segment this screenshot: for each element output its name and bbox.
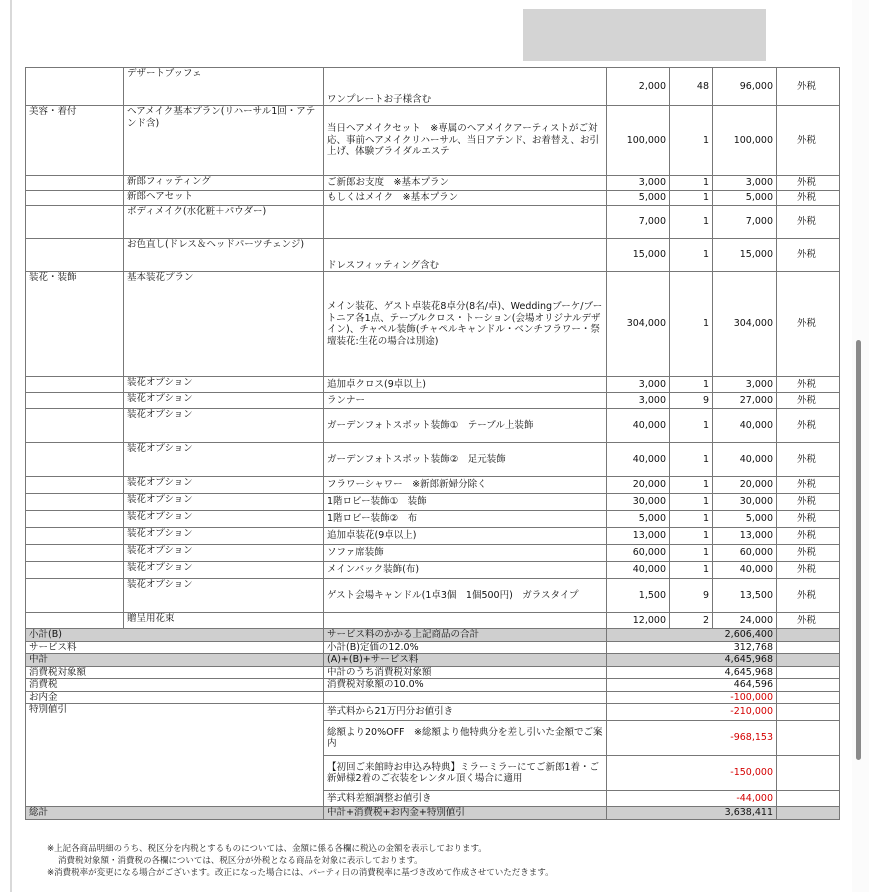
item-name-cell: 装花オプション: [124, 377, 324, 393]
category-cell: [26, 191, 124, 206]
description-cell: 当日ヘアメイクセット ※専属のヘアメイクアーティストがご対応、事前ヘアメイクリハーサル、当日アテンド、お着替え、お引上げ、体験ブライダルエステ: [324, 106, 607, 176]
amount-cell: 40,000: [713, 443, 777, 477]
summary-description-cell: 小計(B)定価の12.0%: [324, 641, 607, 654]
table-row: [26, 443, 840, 477]
amount-cell: 24,000: [713, 613, 777, 629]
tax-type-cell: 外税: [777, 409, 840, 443]
total-description-cell: 中計+消費税+お内金+特別値引: [324, 807, 607, 820]
table-row: [26, 562, 840, 579]
summary-empty-cell: [777, 691, 840, 704]
amount-cell: 100,000: [713, 106, 777, 176]
table-row: [26, 545, 840, 562]
page-left-border: [10, 0, 12, 892]
quantity-cell: 48: [670, 68, 713, 106]
amount-cell: 5,000: [713, 511, 777, 528]
table-row: [26, 106, 840, 176]
quantity-cell: 1: [670, 176, 713, 191]
quantity-cell: 1: [670, 191, 713, 206]
item-name-cell: 装花オプション: [124, 477, 324, 494]
discount-description-cell: 挙式料差額調整お値引き: [324, 791, 607, 807]
unit-price-cell: 100,000: [607, 106, 670, 176]
total-empty-cell: [777, 807, 840, 820]
tax-type-cell: 外税: [777, 562, 840, 579]
summary-description-cell: サービス料のかかる上記商品の合計: [324, 629, 607, 642]
summary-empty-cell: [777, 641, 840, 654]
item-name-cell: 贈呈用花束: [124, 613, 324, 629]
tax-type-cell: 外税: [777, 68, 840, 106]
unit-price-cell: 3,000: [607, 176, 670, 191]
item-name-cell: 新郎フィッティング: [124, 176, 324, 191]
category-cell: [26, 68, 124, 106]
quantity-cell: 1: [670, 206, 713, 239]
category-cell: [26, 579, 124, 613]
unit-price-cell: 2,000: [607, 68, 670, 106]
item-name-cell: 装花オプション: [124, 545, 324, 562]
discount-description-cell: 挙式料から21万円分お値引き: [324, 704, 607, 721]
description-cell: メインバック装飾(布): [324, 562, 607, 579]
footnote: 消費税対象額・消費税の各欄については、税区分が外税となる商品を対象に表示しております。: [58, 856, 423, 866]
summary-row: [26, 691, 840, 704]
quantity-cell: 1: [670, 409, 713, 443]
summary-label-cell: お内金: [26, 691, 324, 704]
tax-type-cell: 外税: [777, 191, 840, 206]
item-name-cell: 装花オプション: [124, 528, 324, 545]
description-cell: ゲスト会場キャンドル(1卓3個 1個500円) ガラスタイプ: [324, 579, 607, 613]
summary-label-cell: 消費税対象額: [26, 666, 324, 679]
tax-type-cell: 外税: [777, 511, 840, 528]
table-row: [26, 494, 840, 511]
quantity-cell: 2: [670, 613, 713, 629]
item-name-cell: 基本装花プラン: [124, 272, 324, 377]
discount-empty-cell: [777, 756, 840, 791]
unit-price-cell: 30,000: [607, 494, 670, 511]
unit-price-cell: 304,000: [607, 272, 670, 377]
amount-cell: 96,000: [713, 68, 777, 106]
description-cell: フラワーシャワー ※新郎新婦分除く: [324, 477, 607, 494]
tax-type-cell: 外税: [777, 106, 840, 176]
quantity-cell: 1: [670, 477, 713, 494]
unit-price-cell: 20,000: [607, 477, 670, 494]
discount-label-cell: 特別値引: [26, 704, 324, 807]
category-cell: [26, 528, 124, 545]
category-cell: [26, 477, 124, 494]
tax-type-cell: 外税: [777, 206, 840, 239]
description-cell: [324, 613, 607, 629]
quantity-cell: 1: [670, 443, 713, 477]
category-cell: [26, 206, 124, 239]
amount-cell: 60,000: [713, 545, 777, 562]
description-cell: メイン装花、ゲスト卓装花8卓分(8名/卓)、Weddingブーケ/ブートニア各1点、テーブルクロス・トーション(会場オリジナルデザイン)、チャペル装飾(チャペルキャンドル・ベンチフラワー・祭壇装花:生花の場合は別途): [324, 272, 607, 377]
description-cell: ワンプレートお子様含む: [324, 68, 607, 106]
amount-cell: 3,000: [713, 176, 777, 191]
tax-type-cell: 外税: [777, 272, 840, 377]
category-cell: 装花・装飾: [26, 272, 124, 377]
category-cell: [26, 562, 124, 579]
discount-amount-cell: -968,153: [607, 721, 777, 756]
table-row: [26, 477, 840, 494]
tax-type-cell: 外税: [777, 239, 840, 272]
summary-amount-cell: 312,768: [607, 641, 777, 654]
unit-price-cell: 40,000: [607, 409, 670, 443]
table-row: [26, 409, 840, 443]
category-cell: [26, 494, 124, 511]
summary-label-cell: 消費税: [26, 679, 324, 692]
amount-cell: 3,000: [713, 377, 777, 393]
summary-row: [26, 629, 840, 642]
table-row: [26, 579, 840, 613]
amount-cell: 7,000: [713, 206, 777, 239]
table-row: [26, 206, 840, 239]
item-name-cell: 装花オプション: [124, 494, 324, 511]
category-cell: [26, 377, 124, 393]
summary-label-cell: 中計: [26, 654, 324, 667]
item-name-cell: 装花オプション: [124, 443, 324, 477]
discount-row: [26, 704, 840, 721]
description-cell: [324, 206, 607, 239]
discount-amount-cell: -150,000: [607, 756, 777, 791]
description-cell: ガーデンフォトスポット装飾② 足元装飾: [324, 443, 607, 477]
summary-row: [26, 679, 840, 692]
estimate-table: [25, 67, 840, 820]
table-row: [26, 393, 840, 409]
footnotes: [47, 843, 554, 879]
item-name-cell: ヘアメイク基本プラン(リハーサル1回・アテンド含): [124, 106, 324, 176]
unit-price-cell: 15,000: [607, 239, 670, 272]
quantity-cell: 1: [670, 106, 713, 176]
summary-empty-cell: [777, 666, 840, 679]
summary-description-cell: 消費税対象額の10.0%: [324, 679, 607, 692]
amount-cell: 40,000: [713, 562, 777, 579]
quantity-cell: 1: [670, 562, 713, 579]
table-row: [26, 528, 840, 545]
quantity-cell: 9: [670, 579, 713, 613]
amount-cell: 30,000: [713, 494, 777, 511]
category-cell: [26, 613, 124, 629]
description-cell: もしくはメイク ※基本プラン: [324, 191, 607, 206]
summary-row: [26, 641, 840, 654]
category-cell: 美容・着付: [26, 106, 124, 176]
tax-type-cell: 外税: [777, 176, 840, 191]
total-amount-cell: 3,638,411: [607, 807, 777, 820]
footnote: ※消費税率が変更になる場合がございます。改正になった場合には、パーティ日の消費税率に基づき改めて作成させていただきます。: [47, 868, 554, 878]
summary-description-cell: [324, 691, 607, 704]
unit-price-cell: 7,000: [607, 206, 670, 239]
description-cell: ソファ席装飾: [324, 545, 607, 562]
summary-amount-cell: -100,000: [607, 691, 777, 704]
unit-price-cell: 3,000: [607, 393, 670, 409]
amount-cell: 5,000: [713, 191, 777, 206]
footnote: ※上記各商品明細のうち、税区分を内税とするものについては、金額に係る各欄に税込の金額を表示しております。: [47, 844, 487, 854]
description-cell: 1階ロビー装飾② 布: [324, 511, 607, 528]
table-row: [26, 613, 840, 629]
description-cell: 追加卓クロス(9卓以上): [324, 377, 607, 393]
category-cell: [26, 545, 124, 562]
summary-amount-cell: 464,596: [607, 679, 777, 692]
unit-price-cell: 5,000: [607, 511, 670, 528]
description-cell: ランナー: [324, 393, 607, 409]
summary-empty-cell: [777, 629, 840, 642]
discount-empty-cell: [777, 721, 840, 756]
unit-price-cell: 13,000: [607, 528, 670, 545]
tax-type-cell: 外税: [777, 579, 840, 613]
quantity-cell: 9: [670, 393, 713, 409]
item-name-cell: 装花オプション: [124, 511, 324, 528]
amount-cell: 13,500: [713, 579, 777, 613]
category-cell: [26, 393, 124, 409]
summary-empty-cell: [777, 679, 840, 692]
unit-price-cell: 5,000: [607, 191, 670, 206]
description-cell: ガーデンフォトスポット装飾① テーブル上装飾: [324, 409, 607, 443]
tax-type-cell: 外税: [777, 477, 840, 494]
summary-label-cell: サービス料: [26, 641, 324, 654]
discount-description-cell: 【初回ご来館時お申込み特典】ミラーミラーにてご新郎1着・ご新婦様2着のご衣装をレンタル頂く場合に適用: [324, 756, 607, 791]
summary-amount-cell: 4,645,968: [607, 666, 777, 679]
summary-empty-cell: [777, 654, 840, 667]
summary-description-cell: (A)+(B)+サービス料: [324, 654, 607, 667]
quantity-cell: 1: [670, 511, 713, 528]
quantity-cell: 1: [670, 528, 713, 545]
tax-type-cell: 外税: [777, 377, 840, 393]
item-name-cell: 装花オプション: [124, 409, 324, 443]
unit-price-cell: 40,000: [607, 443, 670, 477]
item-name-cell: 装花オプション: [124, 579, 324, 613]
summary-row: [26, 654, 840, 667]
table-row: [26, 239, 840, 272]
quantity-cell: 1: [670, 377, 713, 393]
tax-type-cell: 外税: [777, 494, 840, 511]
tax-type-cell: 外税: [777, 545, 840, 562]
unit-price-cell: 60,000: [607, 545, 670, 562]
grand-total-row: [26, 807, 840, 820]
table-row: [26, 191, 840, 206]
amount-cell: 20,000: [713, 477, 777, 494]
item-name-cell: ボディメイク(水化粧＋パウダー): [124, 206, 324, 239]
table-row: [26, 377, 840, 393]
description-cell: 1階ロビー装飾① 装飾: [324, 494, 607, 511]
tax-type-cell: 外税: [777, 528, 840, 545]
category-cell: [26, 511, 124, 528]
table-row: [26, 176, 840, 191]
quantity-cell: 1: [670, 272, 713, 377]
item-name-cell: 装花オプション: [124, 562, 324, 579]
amount-cell: 27,000: [713, 393, 777, 409]
amount-cell: 13,000: [713, 528, 777, 545]
summary-description-cell: 中計のうち消費税対象額: [324, 666, 607, 679]
scrollbar-thumb[interactable]: [856, 340, 861, 760]
summary-row: [26, 666, 840, 679]
description-cell: 追加卓装花(9卓以上): [324, 528, 607, 545]
summary-amount-cell: 4,645,968: [607, 654, 777, 667]
table-row: [26, 68, 840, 106]
tax-type-cell: 外税: [777, 613, 840, 629]
category-cell: [26, 443, 124, 477]
amount-cell: 15,000: [713, 239, 777, 272]
summary-label-cell: 小計(B): [26, 629, 324, 642]
summary-amount-cell: 2,606,400: [607, 629, 777, 642]
table-row: [26, 511, 840, 528]
tax-type-cell: 外税: [777, 393, 840, 409]
description-cell: ドレスフィッティング含む: [324, 239, 607, 272]
item-name-cell: 新郎ヘアセット: [124, 191, 324, 206]
amount-cell: 40,000: [713, 409, 777, 443]
discount-empty-cell: [777, 704, 840, 721]
item-name-cell: お色直し(ドレス＆ヘッドパーツチェンジ): [124, 239, 324, 272]
item-name-cell: 装花オプション: [124, 393, 324, 409]
unit-price-cell: 1,500: [607, 579, 670, 613]
total-label-cell: 総計: [26, 807, 324, 820]
unit-price-cell: 3,000: [607, 377, 670, 393]
discount-amount-cell: -44,000: [607, 791, 777, 807]
redacted-area: [523, 9, 766, 61]
description-cell: ご新郎お支度 ※基本プラン: [324, 176, 607, 191]
unit-price-cell: 12,000: [607, 613, 670, 629]
category-cell: [26, 409, 124, 443]
category-cell: [26, 176, 124, 191]
discount-amount-cell: -210,000: [607, 704, 777, 721]
amount-cell: 304,000: [713, 272, 777, 377]
tax-type-cell: 外税: [777, 443, 840, 477]
category-cell: [26, 239, 124, 272]
discount-empty-cell: [777, 791, 840, 807]
item-name-cell: デザートブッフェ: [124, 68, 324, 106]
quantity-cell: 1: [670, 545, 713, 562]
quantity-cell: 1: [670, 494, 713, 511]
unit-price-cell: 40,000: [607, 562, 670, 579]
table-row: [26, 272, 840, 377]
discount-description-cell: 総額より20%OFF ※総額より他特典分を差し引いた金額でご案内: [324, 721, 607, 756]
quantity-cell: 1: [670, 239, 713, 272]
